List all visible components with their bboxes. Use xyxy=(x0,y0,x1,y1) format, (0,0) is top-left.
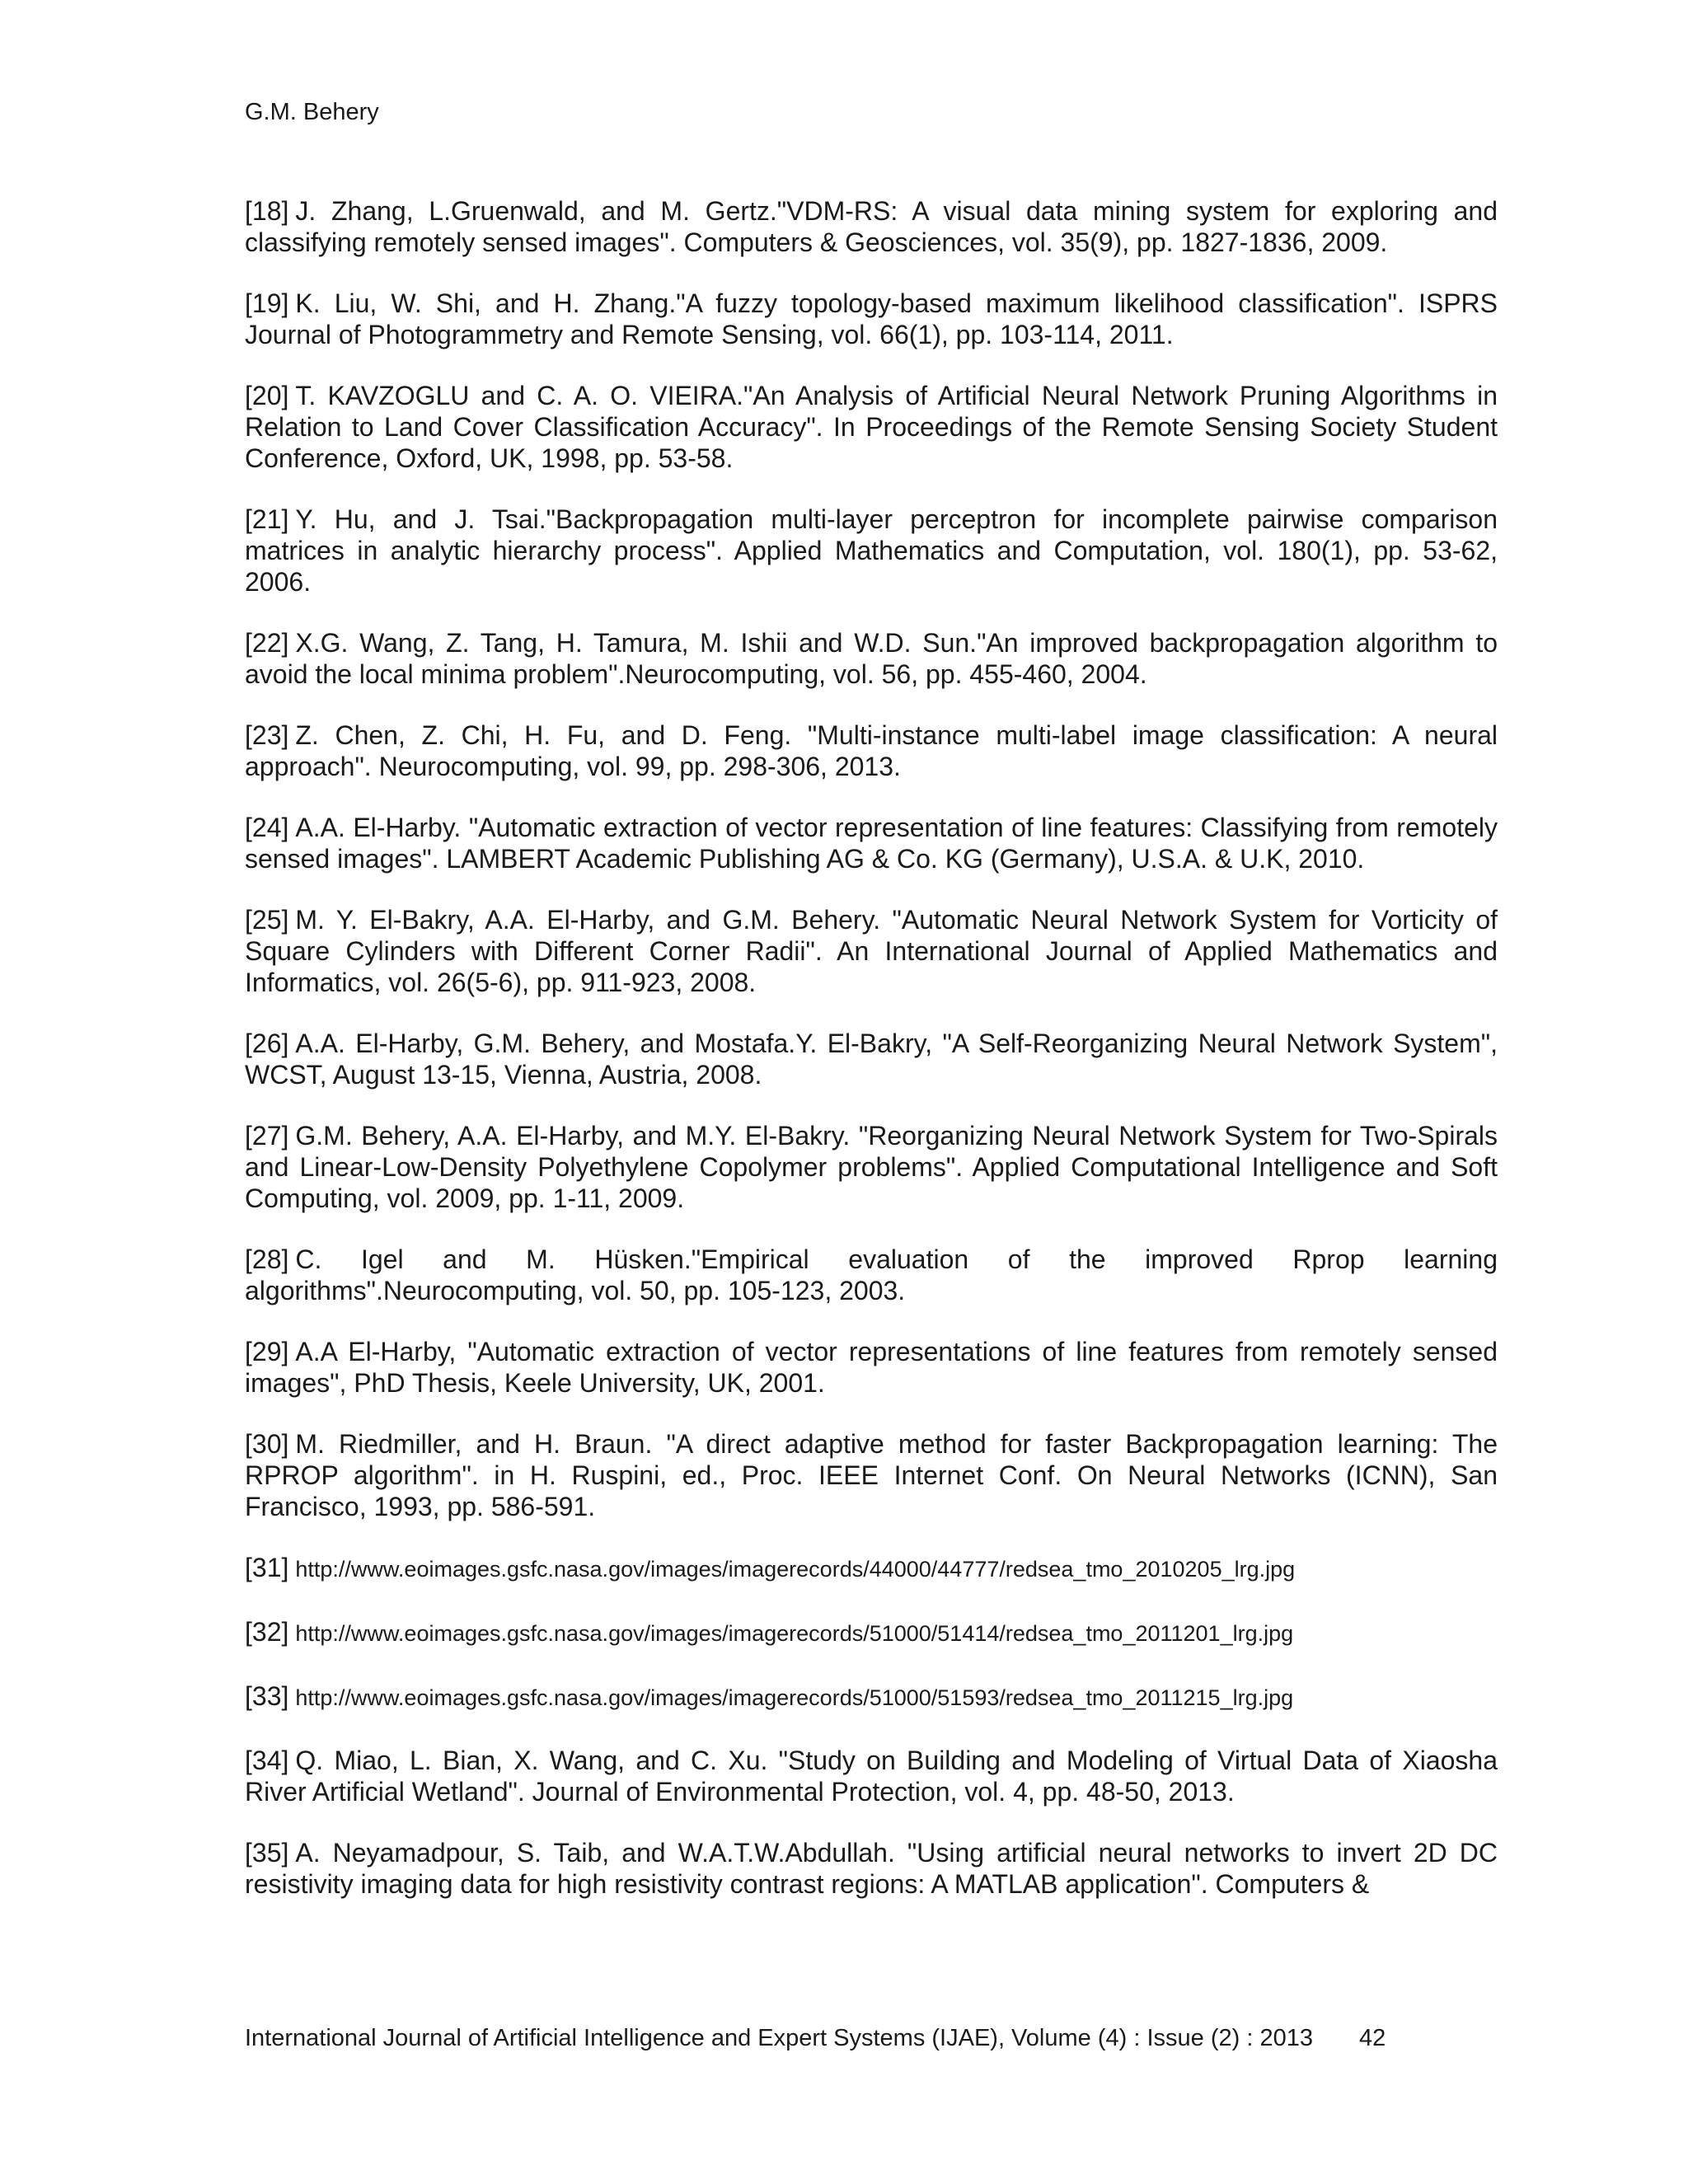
reference-number: [34] xyxy=(245,1746,289,1775)
reference-text: A.A El-Harby, "Automatic extraction of vector representations of line features from remotely sensed images", PhD Thesis, Keele University, UK, 2001. xyxy=(245,1337,1498,1398)
reference-text: Z. Chen, Z. Chi, H. Fu, and D. Feng. "Multi-instance multi-label image classification: A neural approach". Neurocomputing, vol. 99, pp. 298-306, 2013. xyxy=(245,720,1498,781)
reference-number: [28] xyxy=(245,1244,289,1274)
reference-text: K. Liu, W. Shi, and H. Zhang."A fuzzy topology-based maximum likelihood classification". ISPRS Journal of Photogrammetry and Remote Sensing, vol. 66(1), pp. 103-114, 2011. xyxy=(245,288,1498,349)
reference-28 xyxy=(245,1244,1498,1306)
footer-journal: International Journal of Artificial Intelligence and Expert Systems (IJAE), Volume (4) : Issue (2) : 2013 xyxy=(245,2025,1313,2051)
reference-url: http://www.eoimages.gsfc.nasa.gov/images/imagerecords/51000/51414/redsea_tmo_2011201_lrg.jpg xyxy=(295,1621,1294,1646)
reference-21 xyxy=(245,504,1498,598)
running-header xyxy=(245,97,379,127)
reference-text: A. Neyamadpour, S. Taib, and W.A.T.W.Abdullah. "Using artificial neural networks to invert 2D DC resistivity imaging data for high resistivity contrast regions: A MATLAB application". Computers & xyxy=(245,1838,1498,1899)
reference-number: [25] xyxy=(245,905,289,935)
reference-text: X.G. Wang, Z. Tang, H. Tamura, M. Ishii and W.D. Sun."An improved backpropagation algorithm to avoid the local minima problem".Neurocomputing, vol. 56, pp. 455-460, 2004. xyxy=(245,628,1498,689)
reference-number: [26] xyxy=(245,1029,289,1058)
reference-number: [18] xyxy=(245,196,289,226)
reference-text: Q. Miao, L. Bian, X. Wang, and C. Xu. "Study on Building and Modeling of Virtual Data of Xiaosha River Artificial Wetland". Journal of Environmental Protection, vol. 4, pp. 48-50, 2013. xyxy=(245,1746,1498,1807)
reference-31 xyxy=(245,1552,1498,1585)
reference-number: [24] xyxy=(245,813,289,842)
reference-number: [21] xyxy=(245,504,289,534)
reference-text: M. Y. El-Bakry, A.A. El-Harby, and G.M. Behery. "Automatic Neural Network System for Vorticity of Square Cylinders with Different Corner Radii". An International Journal of Applied Mathematics and Informatics, vol. 26(5-6), pp. 911-923, 2008. xyxy=(245,905,1498,997)
reference-url: http://www.eoimages.gsfc.nasa.gov/images/imagerecords/51000/51593/redsea_tmo_2011215_lrg.jpg xyxy=(295,1685,1294,1710)
reference-number: [35] xyxy=(245,1838,289,1868)
reference-20 xyxy=(245,380,1498,474)
reference-list xyxy=(245,195,1498,1929)
reference-url: http://www.eoimages.gsfc.nasa.gov/images/imagerecords/44000/44777/redsea_tmo_2010205_lrg.jpg xyxy=(295,1557,1296,1582)
reference-number: [33] xyxy=(245,1681,289,1711)
reference-24 xyxy=(245,812,1498,874)
reference-number: [19] xyxy=(245,288,289,318)
reference-text: G.M. Behery, A.A. El-Harby, and M.Y. El-Bakry. "Reorganizing Neural Network System for Two-Spirals and Linear-Low-Density Polyethylene Copolymer problems". Applied Computational Intelligence and Soft Computing, vol. 2009, pp. 1-11, 2009. xyxy=(245,1121,1498,1213)
reference-number: [22] xyxy=(245,628,289,658)
reference-text: M. Riedmiller, and H. Braun. "A direct adaptive method for faster Backpropagation learning: The RPROP algorithm". in H. Ruspini, ed., Proc. IEEE Internet Conf. On Neural Networks (ICNN), San Francisco, 1993, pp. 586-591. xyxy=(245,1429,1498,1521)
reference-19 xyxy=(245,288,1498,350)
reference-33 xyxy=(245,1680,1498,1713)
reference-text: C. Igel and M. Hüsken."Empirical evaluation of the improved Rprop learning algorithms".Neurocomputing, vol. 50, pp. 105-123, 2003. xyxy=(245,1244,1498,1305)
reference-34 xyxy=(245,1745,1498,1807)
reference-29 xyxy=(245,1336,1498,1399)
reference-text: J. Zhang, L.Gruenwald, and M. Gertz."VDM-RS: A visual data mining system for exploring and classifying remotely sensed images". Computers & Geosciences, vol. 35(9), pp. 1827-1836, 2009. xyxy=(245,196,1498,257)
reference-number: [32] xyxy=(245,1617,289,1647)
reference-26 xyxy=(245,1028,1498,1090)
running-footer xyxy=(245,2023,1386,2053)
reference-text: T. KAVZOGLU and C. A. O. VIEIRA."An Analysis of Artificial Neural Network Pruning Algorithms in Relation to Land Cover Classification Accuracy". In Proceedings of the Remote Sensing Society Student Conference, Oxford, UK, 1998, pp. 53-58. xyxy=(245,381,1498,473)
reference-25 xyxy=(245,904,1498,998)
reference-35 xyxy=(245,1837,1498,1900)
reference-30 xyxy=(245,1428,1498,1522)
reference-number: [27] xyxy=(245,1121,289,1151)
reference-text: A.A. El-Harby, G.M. Behery, and Mostafa.Y. El-Bakry, "A Self-Reorganizing Neural Network System", WCST, August 13-15, Vienna, Austria, 2008. xyxy=(245,1029,1498,1090)
reference-number: [30] xyxy=(245,1429,289,1459)
reference-text: A.A. El-Harby. "Automatic extraction of vector representation of line features: Classifying from remotely sensed images". LAMBERT Academic Publishing AG & Co. KG (Germany), U.S.A. & U.K, 2010. xyxy=(245,813,1498,874)
header-author: G.M. Behery xyxy=(245,99,379,125)
reference-27 xyxy=(245,1120,1498,1214)
page-number: 42 xyxy=(1358,2025,1386,2051)
reference-number: [29] xyxy=(245,1337,289,1366)
reference-number: [23] xyxy=(245,720,289,750)
reference-18 xyxy=(245,195,1498,258)
reference-32 xyxy=(245,1616,1498,1649)
reference-number: [31] xyxy=(245,1553,289,1582)
reference-23 xyxy=(245,719,1498,782)
reference-text: Y. Hu, and J. Tsai."Backpropagation multi-layer perceptron for incomplete pairwise comparison matrices in analytic hierarchy process". Applied Mathematics and Computation, vol. 180(1), pp. 53-62, 2006. xyxy=(245,504,1498,597)
reference-22 xyxy=(245,627,1498,690)
reference-number: [20] xyxy=(245,381,289,410)
